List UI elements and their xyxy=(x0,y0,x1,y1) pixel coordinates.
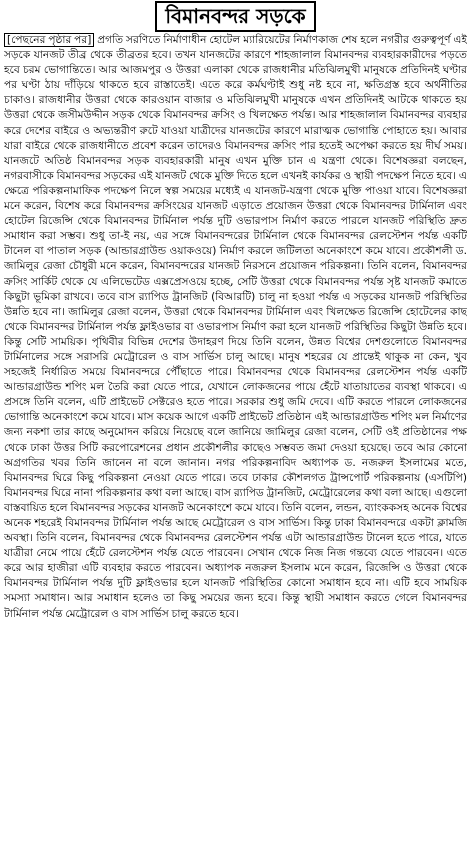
continued-label: [পেছনের পৃষ্ঠার পর] xyxy=(4,33,94,47)
article-body xyxy=(4,33,467,865)
article-text: প্রগতি সরণিতে নির্মাণাধীন হোটেল ম্যারিয়েটের নির্মাণকাজ শেষ হলে নগরীর গুরুত্বপূর্ণ এই সড়কে যানজট তীব্র থেকে তীব্রতর হবে। তখন যানজটের কারণে শাহজালাল বিমানবন্দর ব্যবহারকারীদের পড়তে হবে চরম ভোগান্তিতে। আর আজমপুর ও উত্তরা এলাকা থেকে রাজধানীর মতিঝিলমুখী মানুষকে প্রতিদিনই ঘণ্টার পর ঘণ্টা ঠায় দাঁড়িয়ে থাকতে হবে রাস্তাতেই। এতে করে কর্মঘণ্টাই শুধু নষ্ট হবে না, ক্ষতিগ্রস্ত হবে অর্থনীতির চাকাও। রাজধানীর উত্তরা থেকে কারওয়ান বাজার ও মতিঝিলমুখী মানুষকে এখন প্রতিদিনই আটকে থাকতে হয় উত্তরা থেকে জসীমউদ্দীন সড়ক থেকে বিমানবন্দর ক্রসিং ও খিলক্ষেত পর্যন্ত। আর শাহজালাল বিমানবন্দর ব্যবহার করে দেশের বাইরে ও অভ্যন্তরীণ রুটে যাওয়া যাত্রীদের যানজটের কারণে মারাত্মক ভোগান্তি পোহাতে হয়। আবার যারা বাইরে থেকে রাজধানীতে প্রবেশ করেন তাদেরও বিমানবন্দর ক্রসিং পার হতেই অপেক্ষা করতে হয় দীর্ঘ সময়। যানজটে অতিষ্ঠ বিমানবন্দর সড়ক ব্যবহারকারী মানুষ এখন মুক্তি চান এ যন্ত্রণা থেকে। বিশেষজ্ঞরা বলছেন, নগরবাসীকে বিমানবন্দর সড়কের এই যানজট থেকে মুক্তি দিতে হলে এখনই কার্যকর ও স্থায়ী পদক্ষেপ নিতে হবে। এ ক্ষেত্রে পরিকল্পনামাফিক পদক্ষেপ নিলে স্বল্প সময়ের মধ্যেই এ যানজট-যন্ত্রণা থেকে মুক্তি পাওয়া যাবে। বিশেষজ্ঞরা মনে করেন, বিশেষ করে বিমানবন্দর ক্রসিংয়ের যানজট এড়াতে প্রয়োজন উত্তরা থেকে বিমানবন্দর টার্মিনাল এবং হোটেল রিজেন্সি থেকে বিমানবন্দর টার্মিনাল পর্যন্ত দুটি ওভারপাস নির্মাণ করতে পারলে যানজট পরিস্থিতি দ্রুত সমাধান করা সম্ভব। শুধু তা-ই নয়, এর সঙ্গে বিমানবন্দরের টার্মিনাল থেকে বিমানবন্দর রেলস্টেশন পর্যন্ত একটি টানেল বা পাতাল সড়ক (আন্ডারগ্রাউন্ড ওয়াকওয়ে) নির্মাণ করলে জটিলতা অনেকাংশে কমে যাবে। প্রকৌশলী ড. জামিলুর রেজা চৌধুরী মনে করেন, বিমানবন্দরের যানজট নিরসনে প্রয়োজন পরিকল্পনা। তিনি বলেন, বিমানবন্দর ক্রসিং সার্কিট থেকে যে এলিভেটেড এক্সপ্রেসওয়ে হচ্ছে, সেটি উত্তরা থেকে বিমানবন্দর পর্যন্ত সৃষ্ট যানজট কমাতে কিছুটা ভূমিকা রাখবে। তবে বাস র‌্যাপিড ট্রানজিট (বিআরটি) চালু না হওয়া পর্যন্ত এ সড়কের যানজট পরিস্থিতির উন্নতি হবে না। জামিলুর রেজা বলেন, উত্তরা থেকে বিমানবন্দর টার্মিনাল এবং খিলক্ষেত রিজেন্সি হোটেলের কাছ থেকে বিমানবন্দর টার্মিনাল পর্যন্ত ফ্লাইওভার বা ওভারপাস নির্মাণ করা হলে যানজট পরিস্থিতির কিছুটা উন্নতি হবে। কিন্তু সেটি সাময়িক। পৃথিবীর বিভিন্ন দেশের উদাহরণ দিয়ে তিনি বলেন, উন্নত বিশ্বের দেশগুলোতে বিমানবন্দর টার্মিনালের সঙ্গে সরাসরি মেট্রোরেল ও বাস সার্ভিস চালু আছে। মানুষ শহরের যে প্রান্তেই থাকুক না কেন, খুব সহজেই নির্ধারিত সময়ে বিমানবন্দরে পৌঁছাতে পারে। বিমানবন্দর থেকে বিমানবন্দর রেলস্টেশন পর্যন্ত একটি আন্ডারগ্রাউন্ড শপিং মল তৈরি করা যেতে পারে, যেখানে লোকজনের পায়ে হেঁটে যাতায়াতের ব্যবস্থা থাকবে। এ প্রসঙ্গে তিনি বলেন, এটি প্রাইভেট সেক্টরেও হতে পারে। সরকার শুধু জমি দেবে। এটি করতে পারলে লোকজনের ভোগান্তি অনেকাংশে কমে যাবে। মাস কয়েক আগে একটি প্রাইভেট প্রতিষ্ঠান এই আন্ডারগ্রাউন্ড শপিং মল নির্মাণের জন্য নকশা তার কাছে অনুমোদন করিয়ে নিয়েছে বলে জানিয়ে জামিলুর রেজা বলেন, সেটি ওই প্রতিষ্ঠানের পক্ষ থেকে ঢাকা উত্তর সিটি করপোরেশনের প্রধান প্রকৌশলীর কাছেও সম্ভবত জমা দেওয়া হয়েছে। তবে আর কোনো অগ্রগতির খবর তিনি জানেন না বলে জানান। নগর পরিকল্পনাবিদ অধ্যাপক ড. নজরুল ইসলামের মতে, বিমানবন্দর ঘিরে কিছু পরিকল্পনা নেওয়া যেতে পারে। তবে ঢাকার কৌশলগত ট্রান্সপোর্ট পরিকল্পনায় (এসটিপি) বিমানবন্দর ঘিরে নানা পরিকল্পনার কথা বলা আছে। বাস র‌্যাপিড ট্রানজিট, মেট্রোরেলের কথা বলা আছে। এগুলো বাস্তবায়িত হলে বিমানবন্দর সড়কের যানজট অনেকাংশে কমে যাবে। তিনি বলেন, লন্ডন, ব্যাংককসহ অনেক বিশ্বের অনেক শহরেই বিমানবন্দর টার্মিনাল পর্যন্ত আছে মেট্রোরেল ও বাস সার্ভিস। কিন্তু ঢাকা বিমানবন্দরে একটা ক্লামজি অবস্থা। তিনি বলেন, বিমানবন্দর থেকে বিমানবন্দর রেলস্টেশন পর্যন্ত এটা আন্ডারগ্রাউন্ড টানেল হতে পারে, যাতে যাত্রীরা নেমে পায়ে হেঁটে রেলস্টেশন পর্যন্ত যেতে পারবেন। সেখান থেকে নিজ নিজ গন্তব্যে যেতে পারবেন। এতে করে আর হাজীরা এটি ব্যবহার করতে পারবেন। অধ্যাপক নজরুল ইসলাম মনে করেন, রিজেন্সি ও উত্তরা থেকে বিমানবন্দর টার্মিনাল পর্যন্ত দুটি ফ্লাইওভার হলে যানজট পরিস্থিতির কোনো সমাধান হবে না। এটি হবে সাময়িক সমস্যা সমাধান। আর সমাধান হলেও তা কিছু সময়ের জন্য হবে। কিন্তু স্থায়ী সমাধান করতে গেলে বিমানবন্দর টার্মিনাল পর্যন্ত মেট্রোরেল ও বাস সার্ভিস চালু করতে হবে। xyxy=(4,34,467,620)
headline: বিমানবন্দর সড়কে xyxy=(155,1,315,32)
headline-area xyxy=(0,0,471,32)
